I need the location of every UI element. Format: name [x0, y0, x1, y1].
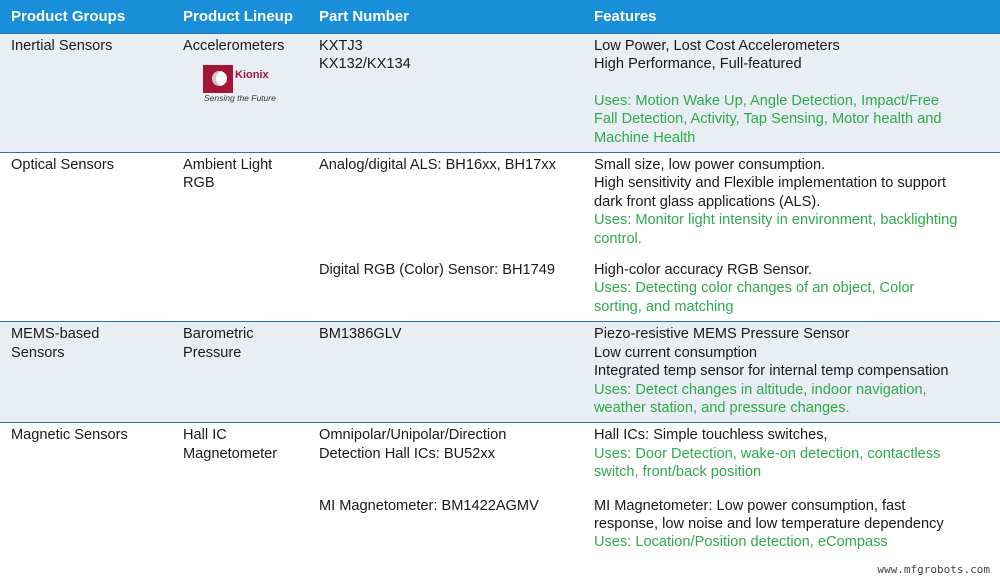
- lineup-name: Pressure: [183, 344, 242, 361]
- cell-features: [583, 248, 1000, 322]
- lineup-name: Accelerometers: [183, 38, 285, 54]
- header-features: Features: [583, 0, 1000, 34]
- feature-line: dark front glass applications (ALS).: [594, 193, 821, 210]
- uses-line: Fall Detection, Activity, Tap Sensing, Motor health and: [594, 111, 942, 128]
- kionix-logo-mark-icon: [203, 65, 233, 93]
- cell-features: [583, 322, 1000, 423]
- lineup-name: Barometric: [183, 326, 254, 343]
- uses-line: sorting, and matching: [594, 298, 734, 315]
- feature-line: Hall ICs: Simple touchless switches,: [594, 427, 828, 444]
- header-part-number: Part Number: [308, 0, 583, 34]
- cell-part-number: [308, 248, 583, 322]
- kionix-logo: [203, 65, 299, 103]
- feature-line: High sensitivity and Flexible implementation to support: [594, 175, 947, 192]
- table-row-mems: [0, 322, 1000, 423]
- feature-line: response, low noise and low temperature dependency: [594, 515, 944, 532]
- part-number-line: Digital RGB (Color) Sensor: BH1749: [319, 262, 556, 279]
- part-number-line: MI Magnetometer: BM1422AGMV: [319, 497, 539, 514]
- part-number-line: BM1386GLV: [319, 326, 402, 343]
- cell-part-number: [308, 34, 583, 153]
- group-name: Optical Sensors: [11, 157, 115, 174]
- cell-group: [0, 153, 172, 322]
- logo-brand: Kionix: [235, 69, 269, 82]
- table-row-magnetic: [0, 423, 1000, 482]
- uses-line: Machine Health: [594, 129, 696, 146]
- feature-line: Low current consumption: [594, 344, 758, 361]
- lineup-name: Ambient Light: [183, 157, 273, 174]
- cell-part-number: [308, 322, 583, 423]
- cell-group: [0, 423, 172, 552]
- uses-line: switch, front/back position: [594, 464, 762, 481]
- uses-line: Uses: Location/Position detection, eCompass: [594, 534, 888, 551]
- group-name: Sensors: [11, 344, 65, 361]
- group-name: Magnetic Sensors: [11, 427, 128, 444]
- header-product-groups: Product Groups: [0, 0, 172, 34]
- cell-lineup: [172, 322, 308, 423]
- part-number-line: KX132/KX134: [319, 56, 411, 73]
- cell-lineup: [172, 34, 308, 153]
- uses-line: weather station, and pressure changes.: [594, 399, 850, 416]
- feature-line: Low Power, Lost Cost Accelerometers: [594, 38, 840, 54]
- uses-line: Uses: Detecting color changes of an object, Color: [594, 280, 915, 297]
- feature-line: Integrated temp sensor for internal temp compensation: [594, 363, 949, 380]
- feature-line: Piezo-resistive MEMS Pressure Sensor: [594, 326, 850, 343]
- feature-line: Small size, low power consumption.: [594, 157, 826, 174]
- watermark: www.mfgrobots.com: [873, 563, 994, 576]
- cell-group: [0, 322, 172, 423]
- uses-line: Uses: Door Detection, wake-on detection, contactless: [594, 445, 941, 462]
- feature-line: MI Magnetometer: Low power consumption, fast: [594, 497, 906, 514]
- lineup-name: Magnetometer: [183, 445, 278, 462]
- part-number-line: Analog/digital ALS: BH16xx, BH17xx: [319, 157, 556, 174]
- cell-group: [0, 34, 172, 153]
- part-number-line: KXTJ3: [319, 38, 363, 54]
- lineup-name: RGB: [183, 175, 215, 192]
- cell-features: [583, 482, 1000, 552]
- cell-features: [583, 153, 1000, 249]
- feature-line: High-color accuracy RGB Sensor.: [594, 262, 813, 279]
- cell-features: [583, 423, 1000, 482]
- logo-tagline: Sensing the Future: [204, 93, 276, 104]
- cell-part-number: [308, 423, 583, 482]
- header-product-lineup: Product Lineup: [172, 0, 308, 34]
- group-name: MEMS-based: [11, 326, 100, 343]
- cell-part-number: [308, 482, 583, 552]
- cell-lineup: [172, 423, 308, 552]
- table-row-optical: [0, 153, 1000, 249]
- cell-lineup: [172, 153, 308, 322]
- part-number-line: Detection Hall ICs: BU52xx: [319, 445, 496, 462]
- uses-line: control.: [594, 230, 642, 247]
- feature-line: High Performance, Full-featured: [594, 56, 802, 73]
- group-name: Inertial Sensors: [11, 38, 113, 54]
- cell-features: [583, 34, 1000, 153]
- uses-line: Uses: Motion Wake Up, Angle Detection, Impact/Free: [594, 92, 939, 109]
- table-row-inertial: [0, 34, 1000, 153]
- cell-part-number: [308, 153, 583, 249]
- uses-line: Uses: Monitor light intensity in environment, backlighting: [594, 212, 958, 229]
- lineup-name: Hall IC: [183, 427, 227, 444]
- part-number-line: Omnipolar/Unipolar/Direction: [319, 427, 507, 444]
- spacer: [594, 74, 989, 92]
- header-row: [0, 0, 1000, 34]
- uses-line: Uses: Detect changes in altitude, indoor navigation,: [594, 381, 927, 398]
